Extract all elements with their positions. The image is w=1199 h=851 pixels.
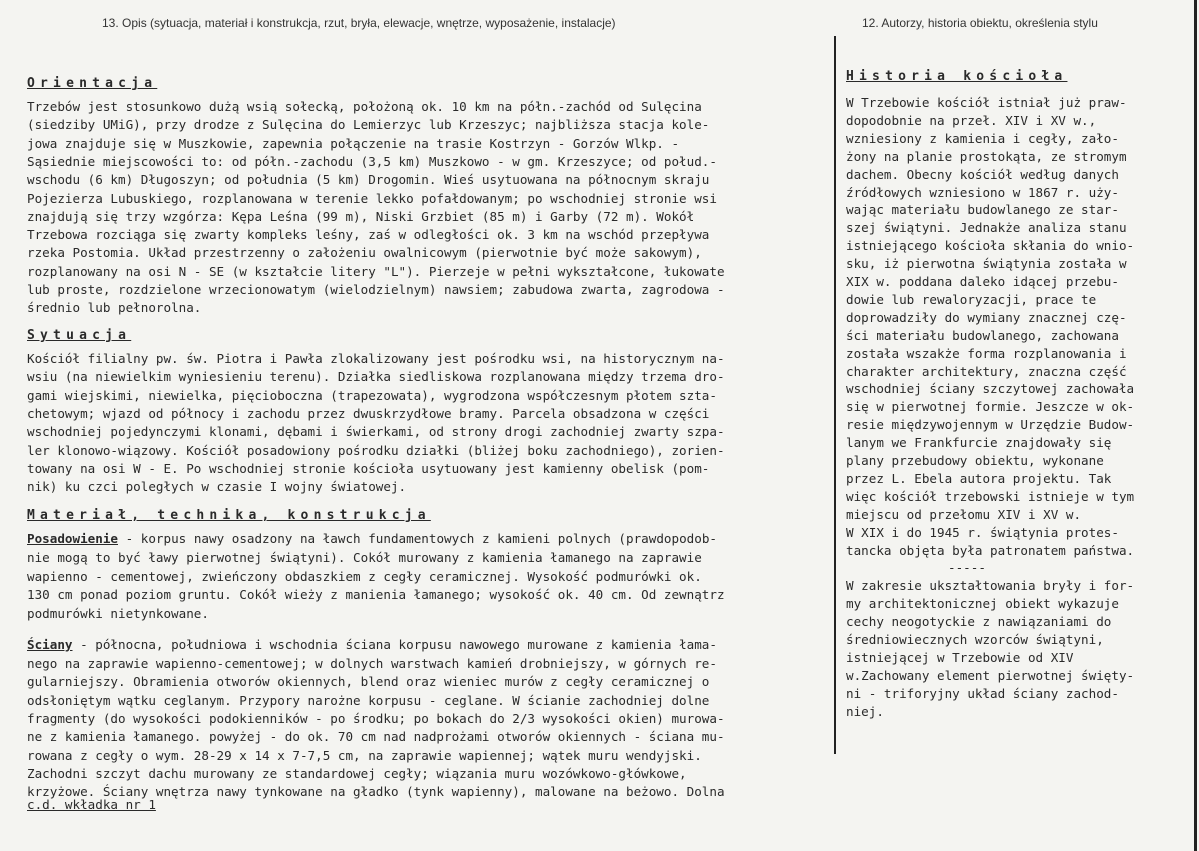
text-line: krzyżowe. Ściany wnętrza nawy tynkowane na gładko (tynk wapienny), malowane na beżowo. Dolna bbox=[27, 784, 725, 800]
text-line: Trzebowa rozciąga się zwarty kompleks leśny, zaś w odległości ok. 3 km na wschód przepływa bbox=[27, 227, 710, 243]
text-line: została wszakże forma rozplanowania i bbox=[846, 345, 1127, 361]
text-line: istniejącego kościoła skłania do wnio- bbox=[846, 238, 1135, 254]
text-line: 130 cm ponad poziom gruntu. Cokół wieży z manienia łamanego; wysokość ok. 40 cm. Od zewnątrz bbox=[27, 587, 725, 602]
separator: ----- bbox=[948, 560, 986, 575]
text-line: Trzebów jest stosunkowo dużą wsią sołecką, położoną ok. 10 km na półn.-zachód od Sulęcina bbox=[27, 99, 702, 114]
text-line: jowa znajduje się w Muszkowie, zapewnia połączenie na trasie Kostrzyn - Gorzów Wlkp. - bbox=[27, 135, 680, 151]
heading-historia: Historia kościoła bbox=[846, 69, 1068, 84]
text-line: rzeka Postomia. Układ przestrzenny o założeniu owalnicowym (pierwotnie być może sakowym), bbox=[27, 245, 702, 261]
text-line: miejscu od przełomu XIV i XV w. bbox=[846, 506, 1082, 522]
text-line: w.Zachowany element pierwotnej święty- bbox=[846, 668, 1135, 683]
text-line: W Trzebowie kościół istniał już praw- bbox=[846, 95, 1127, 110]
text-line: W XIX i do 1945 r. świątynia protes- bbox=[846, 524, 1119, 540]
text-line: sku, iż pierwotna świątynia została w bbox=[846, 256, 1127, 272]
text-line: średnio lub pełnorolna. bbox=[27, 300, 202, 316]
text-line: nik) ku czci poległych w czasie I wojny światowej. bbox=[27, 479, 407, 495]
text-line: XIX w. poddana daleko idącej przebu- bbox=[846, 274, 1119, 289]
text-line: dowie lub rewaloryzacji, prace te bbox=[846, 291, 1097, 307]
text-line: dachem. Obecny kościół według danych bbox=[846, 166, 1119, 182]
continued-note: c.d. wkładka nr 1 bbox=[27, 797, 156, 812]
text-line: doprowadziły do wymiany znacznej czę- bbox=[846, 309, 1127, 325]
text-line: towany na osi W - E. Po wschodniej stronie kościoła usytuowany jest kamienny obelisk (pom- bbox=[27, 460, 710, 476]
text-line: nego na zaprawie wapienno-cementowej; w dolnych warstwach kamień drobniejszy, w górnych re- bbox=[27, 656, 717, 671]
text-line: Kościół filialny pw. św. Piotra i Pawła zlokalizowany jest pośrodku wsi, na historycznym na- bbox=[27, 351, 725, 366]
text-line: ni - triforyjny układ ściany zachod- bbox=[846, 686, 1119, 701]
text-line: Pojezierza Lubuskiego, rozplanowana w terenie lekko pofałdowanym; po wschodniej stronie wsi bbox=[27, 190, 717, 206]
text-line: wapienno - cementowej, zwieńczony obdaszkiem z cegły ceramicznej. Wysokość podmurówki ok. bbox=[27, 568, 702, 584]
column-divider bbox=[834, 36, 836, 754]
text-line: niej. bbox=[846, 704, 884, 719]
text-line: charakter architektury, znaczna część bbox=[846, 363, 1127, 379]
text-line: gularniejszy. Obramienia otworów okiennych, blend oraz wieniec murów z cegły ceramicznej o bbox=[27, 674, 710, 690]
left-column-header: 13. Opis (sytuacja, materiał i konstrukcja, rzut, bryła, elewacje, wnętrze, wyposażenie, instalacje) bbox=[102, 16, 616, 30]
text-line: ler klonowo-wiązowy. Kościół posadowiony pośrodku działki (bliżej boku zachodniego), zorien- bbox=[27, 442, 725, 458]
text-line: fragmenty (do wysokości podokienników - po środku; po bokach do 2/3 wysokości okien) murowa- bbox=[27, 710, 725, 726]
text-line: rozplanowany na osi N - SE (w kształcie litery "L"). Pierzeje w pełni wykształcone, łukowate bbox=[27, 263, 725, 279]
text-line: lanym we Frankfurcie znajdowały się bbox=[846, 435, 1112, 451]
text-line: rowana z cegły o wym. 28-29 x 14 x 7-7,5 cm, na zaprawie wapiennej; wątek muru wendyjski. bbox=[27, 747, 702, 763]
text-line: Sąsiednie miejscowości to: od półn.-zachodu (3,5 km) Muszkowo - w gm. Krzeszyce; od połud.- bbox=[27, 153, 717, 169]
text-line: wschodniej pojedynczymi klonami, dębami i świerkami, od strony drogi zachodniej zwarty szpa- bbox=[27, 424, 725, 440]
text-line: wzniesiony z kamienia i cegły, zało- bbox=[846, 130, 1119, 146]
heading-orientacja: Orientacja bbox=[27, 76, 158, 91]
posadowienie-label: Posadowienie bbox=[27, 531, 118, 546]
text-line: źródłowych wzniesiono w 1867 r. uży- bbox=[846, 184, 1119, 200]
text-line: ści materiału budowlanego, zachowana bbox=[846, 327, 1119, 343]
text-line: szej świątyni. Jednakże analiza stanu bbox=[846, 220, 1127, 236]
text-line: ne z kamienia łamanego. powyżej - do ok. 70 cm nad nadprożami otworów okiennych - ściana mu- bbox=[27, 729, 725, 745]
text-line: podmurówki nietynkowane. bbox=[27, 605, 209, 621]
text-line: wając materiału budowlanego ze star- bbox=[846, 202, 1119, 218]
text-line: się w pierwotnej formie. Jeszcze w ok- bbox=[846, 399, 1135, 415]
sciany-first-line bbox=[27, 637, 717, 653]
text-line: lub proste, rozdzielone wrzecionowatym (wielodzielnym) nawsiem; zabudowa zwarta, zagrodowa - bbox=[27, 282, 725, 297]
text-line: cechy neogotyckie z nawiązaniami do bbox=[846, 614, 1112, 629]
right-column-header: 12. Autorzy, historia obiektu, określenia stylu bbox=[862, 16, 1098, 30]
text-line: istniejącej w Trzebowie od XIV bbox=[846, 650, 1074, 665]
posadowienie-first-line bbox=[27, 531, 717, 547]
text-line: plany przebudowy obiektu, wykonane bbox=[846, 453, 1104, 468]
text-line: gami wiejskimi, niewielka, pięcioboczna (trapezowata), wygrodzona współczesnym płotem szta- bbox=[27, 387, 717, 403]
text-line: średniowiecznych wzorców świątyni, bbox=[846, 632, 1104, 647]
posadowienie-first-text: - korpus nawy osadzony na ławch fundamentowych z kamieni polnych (prawdopodob- bbox=[118, 531, 717, 546]
text-line: odsłoniętym wątku ceglanym. Przypory narożne korpusu - ceglane. W ścianie zachodniej dolne bbox=[27, 692, 710, 708]
text-line: Zachodni szczyt dachu murowany ze standardowej cegły; wiązania muru wozówkowo-główkowe, bbox=[27, 765, 687, 781]
right-border bbox=[1194, 0, 1197, 851]
text-line: znajdują się trzy wzgórza: Kępa Leśna (99 m), Niski Grzbiet (85 m) i Garby (72 m). Wokół bbox=[27, 208, 695, 224]
text-line: żony na planie prostokąta, ze stromym bbox=[846, 148, 1127, 164]
text-line: chetowym; wjazd od północy i zachodu przez dwuskrzydłowe bramy. Parcela obsadzona w części bbox=[27, 405, 710, 421]
text-line: W zakresie ukształtowania bryły i for- bbox=[846, 578, 1135, 593]
text-line: dopodobnie na przeł. XIV i XV w., bbox=[846, 112, 1097, 128]
text-line: przez L. Ebela autora projektu. Tak bbox=[846, 470, 1112, 486]
sciany-label: Ściany bbox=[27, 637, 73, 652]
text-line: resie międzywojennym w Urzędzie Budow- bbox=[846, 417, 1135, 433]
heading-sytuacja: Sytuacja bbox=[27, 328, 132, 343]
text-line: tancka objęta była patronatem państwa. bbox=[846, 542, 1135, 558]
text-line: (siedziby UMiG), przy drodze z Sulęcina do Lemierzyc lub Krzeszyc; najbliższa stacja kole- bbox=[27, 117, 710, 133]
text-line: my architektonicznej obiekt wykazuje bbox=[846, 596, 1119, 611]
text-line: wschodniej ściany szczytowej zachowała bbox=[846, 381, 1135, 397]
text-line: więc kościół trzebowski istnieje w tym bbox=[846, 488, 1135, 504]
text-line: wschodu (6 km) Długoszyn; od południa (5 km) Drogomin. Wieś usytuowana na północnym skraju bbox=[27, 172, 710, 188]
heading-material: Materiał, technika, konstrukcja bbox=[27, 508, 431, 523]
text-line: nie mogą to być ławy pierwotnej świątyni). Cokół murowany z kamienia łamanego na zaprawie bbox=[27, 550, 702, 565]
text-line: wsiu (na niewielkim wyniesieniu terenu). Działka siedliskowa rozplanowana między trzema dro- bbox=[27, 369, 725, 385]
sciany-first-text: - północna, południowa i wschodnia ściana korpusu nawowego murowane z kamienia łama- bbox=[72, 637, 717, 652]
